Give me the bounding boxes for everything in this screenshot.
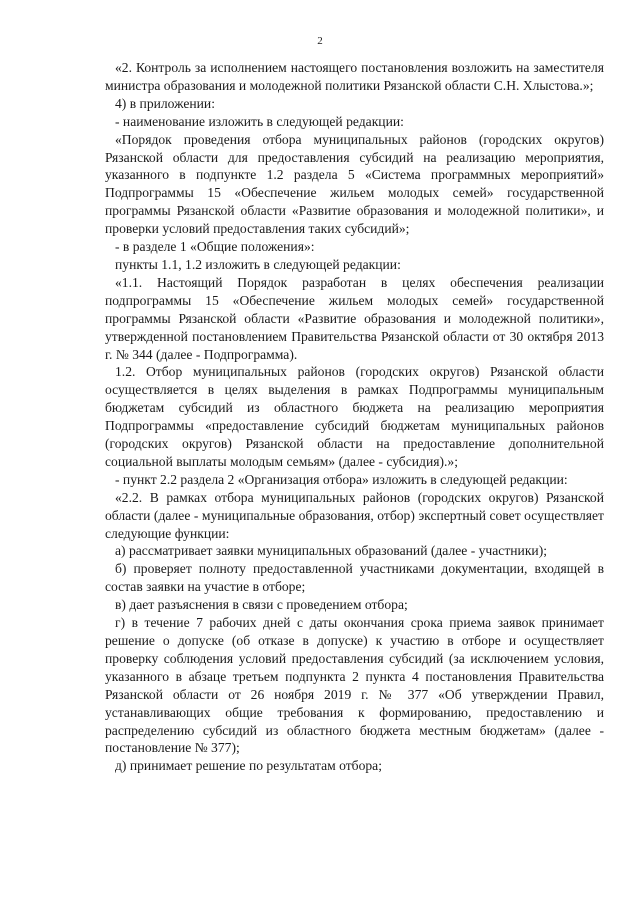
paragraph-item-4: 4) в приложении: (115, 95, 215, 111)
paragraph-point-2-2-amendment: - пункт 2.2 раздела 2 «Организация отбора» изложить в следующей редакции: (115, 471, 568, 487)
page-number: 2 (317, 35, 323, 47)
paragraph-section-1: - в разделе 1 «Общие положения»: (115, 239, 315, 255)
paragraph-sub-a: а) рассматривает заявки муниципальных образований (далее - участники); (115, 543, 548, 559)
paragraph-sub-b: б) проверяет полноту предоставленной участниками документации, входящей в состав заявки на участие в отборе; (105, 561, 604, 595)
paragraph-points-1-1-1-2: пункты 1.1, 1.2 изложить в следующей редакции: (115, 256, 401, 272)
paragraph-new-title: «Порядок проведения отбора муниципальных районов (городских округов) Рязанской области для предоставления субсидий на реализацию мероприятия, указанного в подпункте 1.2 раздела 5 «Система программных мероприятий» Подпрограммы 15 «Обеспечение жильем молодых семей» государственной программы Рязанской области «Развитие образования и молодежной политики», и проверки условий предоставления таких субсидий»; (105, 131, 604, 237)
paragraph-point-2-2: «2.2. В рамках отбора муниципальных районов (городских округов) Рязанской области (далее - муниципальные образования, отбор) экспертный совет осуществляет следующие функции: (105, 489, 604, 541)
paragraph-control-clause: «2. Контроль за исполнением настоящего постановления возложить на заместителя министра образования и молодежной политики Рязанской области С.Н. Хлыстова.»; (105, 60, 604, 93)
paragraph-title-amendment: - наименование изложить в следующей редакции: (115, 113, 404, 129)
paragraph-point-1-2: 1.2. Отбор муниципальных районов (городских округов) Рязанской области осуществляется в целях выделения в рамках Подпрограммы муниципальным бюджетам субсидий из областного бюджета на реализацию мероприятия Подпрограммы «предоставление субсидий бюджетам муниципальных районов (городских округов) Рязанской области на предоставление дополнительной социальной выплаты молодым семьям» (далее - субсидия).»; (105, 364, 604, 469)
document-body (105, 59, 604, 775)
paragraph-sub-d: д) принимает решение по результатам отбора; (115, 758, 382, 774)
paragraph-sub-v: в) дает разъяснения в связи с проведением отбора; (115, 597, 408, 613)
paragraph-sub-g: г) в течение 7 рабочих дней с даты окончания срока приема заявок принимает решение о допуске (об отказе в допуске) к участию в отборе и осуществляет проверку соблюдения условий предоставления субсидий (за исключением условия, указанного в абзаце третьем подпункта 2 пункта 4 постановления Правительства Рязанской области от 26 ноября 2019 г. № 377 «Об утверждении Правил, устанавливающих общие требования к формированию, предоставлению и распределению субсидий из областного бюджета местным бюджетам» (далее - постановление № 377); (105, 615, 604, 756)
paragraph-point-1-1: «1.1. Настоящий Порядок разработан в целях обеспечения реализации подпрограммы 15 «Обеспечение жильем молодых семей» государственной программы Рязанской области «Развитие образования и молодежной политики», утвержденной постановлением Правительства Рязанской области от 30 октября 2013 г. № 344 (далее - Подпрограмма). (105, 274, 604, 362)
